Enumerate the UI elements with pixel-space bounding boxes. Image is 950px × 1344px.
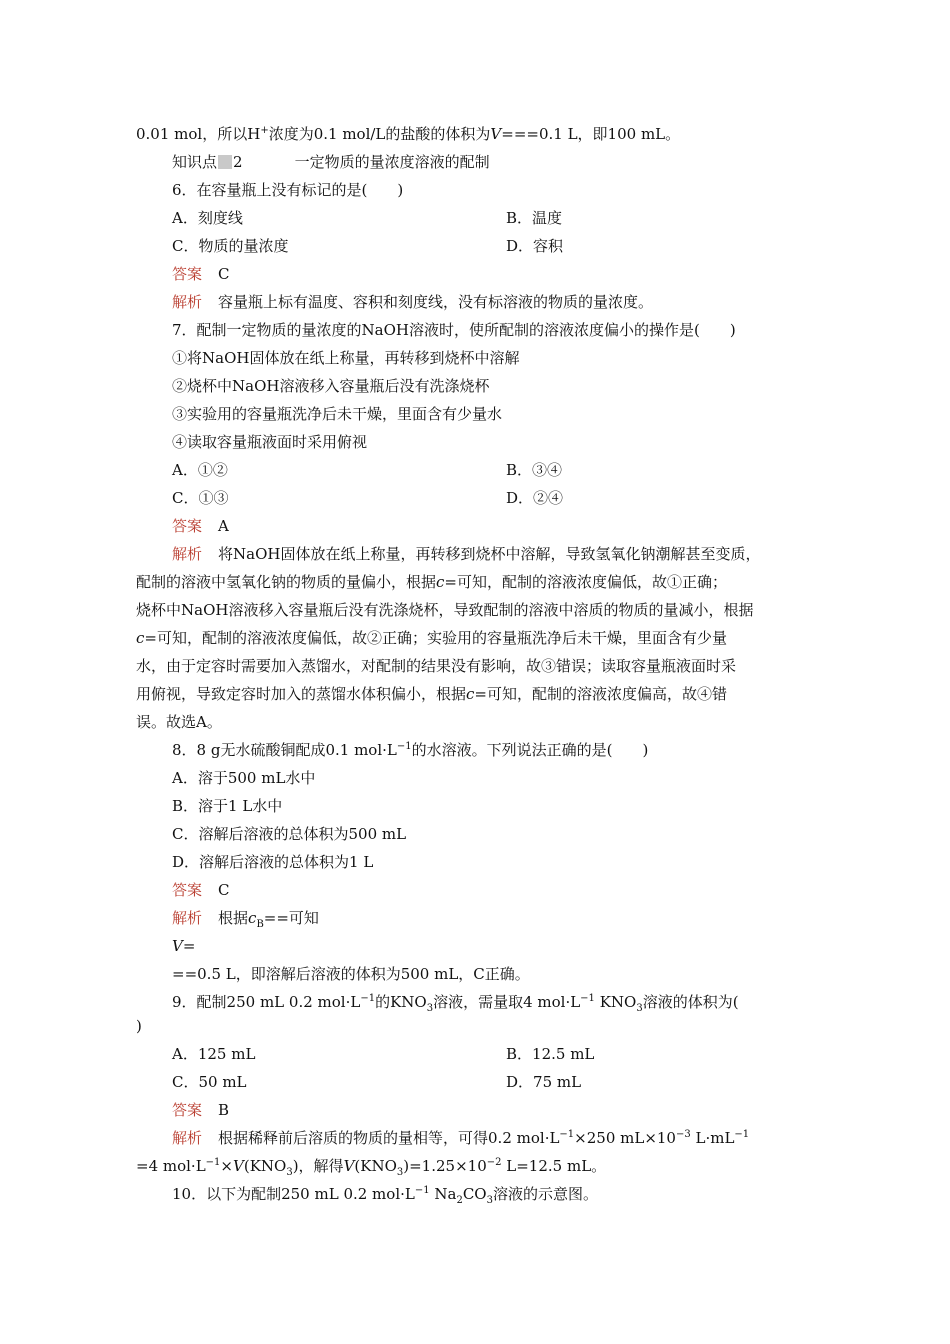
q7-explanation-line-7: 误。故选A。 [136,713,222,731]
q8-explanation-line-3: ==0.5 L，即溶解后溶液的体积为500 mL，C正确。 [172,965,530,983]
q7-option-d: D．②④ [506,489,564,507]
q8-explanation-line-2: V= [172,937,196,955]
q7-explanation-line-2: 配制的溶液中氢氧化钠的物质的量偏小，根据c=可知，配制的溶液浓度偏低，故①正确； [136,573,727,591]
q7-stem: 7．配制一定物质的量浓度的NaOH溶液时，使所配制的溶液浓度偏小的操作是( ) [172,321,736,339]
q9-answer: 答案 B [172,1101,230,1119]
q7-explanation-line-4: c=可知，配制的溶液浓度偏低，故②正确；实验用的容量瓶洗净后未干燥，里面含有少量 [136,629,727,647]
q8-stem: 8．8 g无水硫酸铜配成0.1 $mol\cdot L^{-1}$的水溶液。下列说法正确的是( ) [172,741,649,759]
intro-line: 0.01 mol，所以H+浓度为0.1 mol/L的盐酸的体积为V===0.1 L，即100 mL。 [136,125,681,143]
q7-explanation-line-5: 水，由于定容时需要加入蒸馏水，对配制的结果没有影响，故③错误；读取容量瓶液面时采 [136,657,737,675]
q7-statement-4: ④读取容量瓶液面时采用俯视 [172,433,368,451]
q7-option-c: C．①③ [172,489,229,507]
q8-explanation-line-1: 解析 根据$c_B==$可知 [172,909,319,930]
q8-answer: 答案 C [172,881,230,899]
q9-explanation-line-1: 解析 根据稀释前后溶质的物质的量相等，可得0.2 $mol\cdot L^{-1}\times 250$ $mL\times 10^{-3}$ $L\cdot mL^{-1}$ [172,1129,750,1147]
q9-option-c: C．50 mL [172,1073,247,1091]
q9-explanation-line-2: =4 $mol\cdot L^{-1}\times V(KNO_3)$，解得$V(KNO_3)=1.25\times 10^{-2}$ L=12.5 mL。 [136,1157,607,1178]
q7-explanation-line-6: 用俯视，导致定容时加入的蒸馏水体积偏小，根据c=可知，配制的溶液浓度偏高，故④错 [136,685,727,703]
q10-stem: 10．以下为配制250 mL 0.2 $mol\cdot L^{-1}$ $Na_2CO_3$溶液的示意图。 [172,1185,598,1206]
q7-option-b: B．③④ [506,461,563,479]
q7-explanation-line-1: 解析 将NaOH固体放在纸上称量，再转移到烧杯中溶解，导致氢氧化钠潮解甚至变质， [172,545,761,563]
q7-option-a: A．①② [172,461,228,479]
q7-statement-2: ②烧杯中NaOH溶液移入容量瓶后没有洗涤烧杯 [172,377,490,395]
q6-option-b: B．温度 [506,209,563,227]
q8-option-d: D．溶解后溶液的总体积为1 L [172,853,374,871]
q7-statement-1: ①将NaOH固体放在纸上称量，再转移到烧杯中溶解 [172,349,520,367]
q7-answer: 答案 A [172,517,229,535]
q7-statement-3: ③实验用的容量瓶洗净后未干燥，里面含有少量水 [172,405,503,423]
q7-explanation-line-3: 烧杯中NaOH溶液移入容量瓶后没有洗涤烧杯，导致配制的溶液中溶质的物质的量减小，根据 [136,601,754,619]
section-heading: 知识点 2 一定物质的量浓度溶液的配制 [172,153,490,171]
q6-option-a: A．刻度线 [172,209,243,227]
q6-option-d: D．容积 [506,237,564,255]
q8-option-a: A．溶于500 mL水中 [172,769,316,787]
section-marker-icon [218,155,232,169]
q8-option-b: B．溶于1 L水中 [172,797,283,815]
q6-answer: 答案 C [172,265,230,283]
q9-option-b: B．12.5 mL [506,1045,595,1063]
q9-option-d: D．75 mL [506,1073,582,1091]
q6-stem: 6．在容量瓶上没有标记的是( ) [172,181,404,199]
q8-option-c: C．溶解后溶液的总体积为500 mL [172,825,407,843]
q6-option-c: C．物质的量浓度 [172,237,289,255]
q9-stem-close: ) [136,1017,142,1035]
q9-option-a: A．125 mL [172,1045,256,1063]
q9-stem: 9．配制250 mL 0.2 $mol\cdot L^{-1}$的$KNO_3$溶液，需量取4 $mol\cdot L^{-1}$ $KNO_3$溶液的体积为( [172,993,739,1014]
q6-explanation: 解析 容量瓶上标有温度、容积和刻度线，没有标溶液的物质的量浓度。 [172,293,654,311]
